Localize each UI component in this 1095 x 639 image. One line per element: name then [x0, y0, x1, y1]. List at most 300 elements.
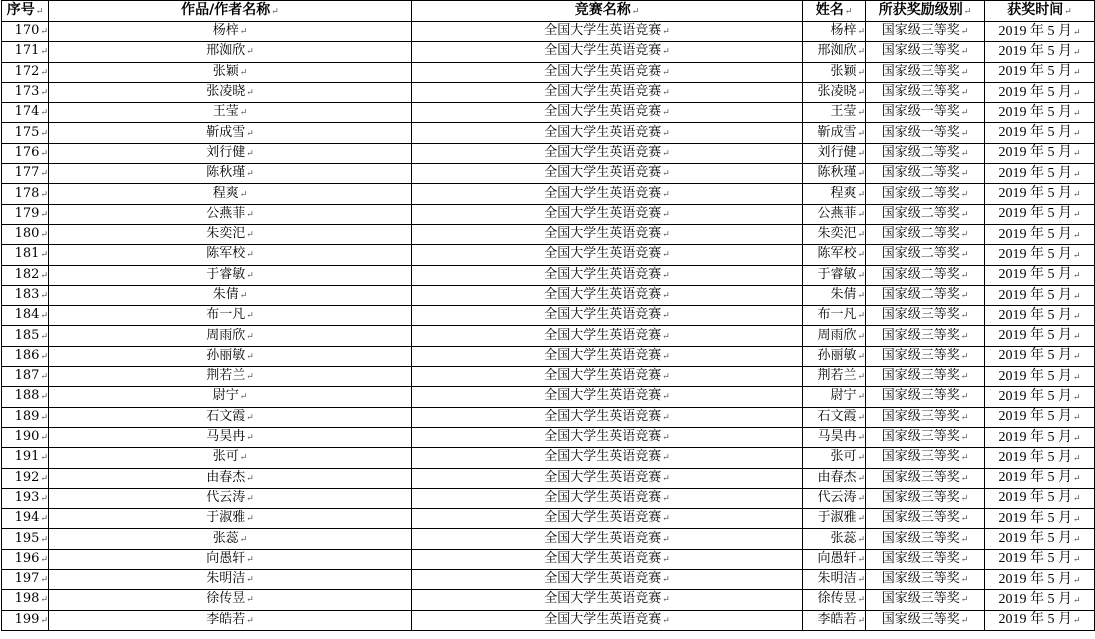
cell-name-text: 于淑雅: [817, 510, 857, 526]
cell-competition-text: 全国大学生英语竞赛: [544, 327, 662, 343]
cell-name: [803, 204, 866, 224]
cell-competition: [412, 468, 803, 488]
cell-name: [803, 570, 866, 590]
paragraph-mark-icon: ↵: [1072, 351, 1081, 362]
paragraph-mark-icon: ↵: [1072, 229, 1081, 240]
cell-time-text: 2019 年 5 月: [998, 43, 1072, 59]
paragraph-mark-icon: ↵: [239, 108, 248, 119]
paragraph-mark-icon: ↵: [662, 47, 670, 58]
cell-work: [49, 245, 412, 265]
paragraph-mark-icon: ↵: [960, 595, 969, 606]
cell-level-text: 国家级三等奖: [881, 571, 960, 587]
cell-time: [985, 387, 1095, 407]
cell-level: [866, 346, 985, 366]
cell-level-text: 国家级三等奖: [881, 408, 960, 424]
cell-name-text: 王莹: [830, 104, 857, 120]
cell-competition: [412, 367, 803, 387]
cell-seq-text: 171: [14, 43, 40, 59]
cell-name: [803, 529, 866, 549]
paragraph-mark-icon: ↵: [40, 433, 48, 444]
table-row: [2, 123, 1095, 143]
cell-seq: [2, 265, 49, 285]
cell-time-text: 2019 年 5 月: [998, 591, 1072, 607]
table-row: [2, 204, 1095, 224]
cell-time: [985, 427, 1095, 447]
cell-time: [985, 42, 1095, 62]
cell-work: [49, 590, 412, 610]
paragraph-mark-icon: ↵: [844, 7, 853, 17]
table-row: [2, 42, 1095, 62]
cell-competition-text: 全国大学生英语竞赛: [544, 165, 662, 181]
cell-level: [866, 427, 985, 447]
cell-competition: [412, 22, 803, 42]
paragraph-mark-icon: ↵: [857, 433, 865, 444]
paragraph-mark-icon: ↵: [662, 209, 670, 220]
paragraph-mark-icon: ↵: [960, 554, 969, 565]
paragraph-mark-icon: ↵: [239, 392, 248, 403]
paragraph-mark-icon: ↵: [857, 108, 865, 119]
cell-seq: [2, 184, 49, 204]
paragraph-mark-icon: ↵: [1072, 189, 1081, 200]
cell-seq: [2, 590, 49, 610]
paragraph-mark-icon: ↵: [662, 189, 670, 200]
cell-level: [866, 488, 985, 508]
cell-competition: [412, 509, 803, 529]
cell-work: [49, 610, 412, 630]
paragraph-mark-icon: ↵: [857, 534, 865, 545]
cell-time: [985, 306, 1095, 326]
cell-name-text: 布一凡: [817, 307, 857, 323]
cell-time: [985, 245, 1095, 265]
cell-level: [866, 82, 985, 102]
cell-seq: [2, 427, 49, 447]
cell-seq: [2, 123, 49, 143]
paragraph-mark-icon: ↵: [960, 88, 969, 99]
cell-competition-text: 全国大学生英语竞赛: [544, 185, 662, 201]
paragraph-mark-icon: ↵: [631, 7, 640, 17]
cell-competition: [412, 306, 803, 326]
cell-seq: [2, 387, 49, 407]
paragraph-mark-icon: ↵: [246, 575, 254, 586]
cell-level-text: 国家级二等奖: [881, 226, 960, 242]
cell-time-text: 2019 年 5 月: [998, 510, 1072, 526]
cell-time-text: 2019 年 5 月: [998, 145, 1072, 161]
cell-level-text: 国家级三等奖: [881, 368, 960, 384]
cell-competition: [412, 610, 803, 630]
paragraph-mark-icon: ↵: [960, 67, 969, 78]
cell-time-text: 2019 年 5 月: [998, 470, 1072, 486]
cell-work: [49, 143, 412, 163]
paragraph-mark-icon: ↵: [40, 250, 48, 261]
cell-seq-text: 187: [14, 368, 40, 384]
cell-work-text: 王莹: [212, 104, 239, 120]
paragraph-mark-icon: ↵: [662, 493, 670, 504]
cell-seq-text: 172: [14, 63, 40, 79]
cell-competition-text: 全国大学生英语竞赛: [544, 469, 662, 485]
paragraph-mark-icon: ↵: [662, 291, 670, 301]
cell-work: [49, 346, 412, 366]
paragraph-mark-icon: ↵: [1072, 310, 1081, 321]
paragraph-mark-icon: ↵: [1072, 290, 1081, 301]
paragraph-mark-icon: ↵: [1072, 452, 1081, 463]
cell-name-text: 荆若兰: [817, 368, 857, 384]
paragraph-mark-icon: ↵: [857, 554, 865, 565]
cell-level-text: 国家级二等奖: [881, 185, 960, 201]
paragraph-mark-icon: ↵: [246, 270, 254, 281]
paragraph-mark-icon: ↵: [40, 209, 48, 220]
cell-time-text: 2019 年 5 月: [998, 104, 1072, 120]
cell-seq-text: 185: [14, 327, 40, 343]
cell-level-text: 国家级三等奖: [881, 469, 960, 485]
paragraph-mark-icon: ↵: [662, 88, 670, 99]
cell-name: [803, 387, 866, 407]
cell-seq-text: 180: [14, 226, 40, 242]
cell-competition-text: 全国大学生英语竞赛: [544, 530, 662, 546]
cell-level: [866, 103, 985, 123]
cell-competition: [412, 224, 803, 244]
cell-level: [866, 549, 985, 569]
paragraph-mark-icon: ↵: [960, 47, 969, 58]
cell-time-text: 2019 年 5 月: [998, 125, 1072, 141]
cell-competition: [412, 245, 803, 265]
cell-time: [985, 509, 1095, 529]
paragraph-mark-icon: ↵: [40, 331, 48, 342]
paragraph-mark-icon: ↵: [40, 372, 48, 383]
paragraph-mark-icon: ↵: [857, 372, 865, 383]
paragraph-mark-icon: ↵: [1072, 128, 1081, 139]
cell-time: [985, 265, 1095, 285]
cell-seq-text: 199: [14, 611, 40, 627]
cell-level-text: 国家级三等奖: [881, 327, 960, 343]
cell-name: [803, 164, 866, 184]
paragraph-mark-icon: ↵: [960, 27, 969, 38]
cell-name-text: 石文霞: [817, 408, 857, 424]
paragraph-mark-icon: ↵: [246, 615, 254, 626]
paragraph-mark-icon: ↵: [1072, 331, 1081, 342]
cell-work: [49, 62, 412, 82]
paragraph-mark-icon: ↵: [1072, 493, 1081, 504]
table-row: [2, 184, 1095, 204]
paragraph-mark-icon: ↵: [1072, 574, 1081, 585]
table-row: [2, 427, 1095, 447]
cell-seq: [2, 285, 49, 305]
header-seq: [2, 1, 49, 22]
cell-level-text: 国家级二等奖: [881, 205, 960, 221]
cell-work: [49, 367, 412, 387]
cell-competition-text: 全国大学生英语竞赛: [544, 489, 662, 505]
cell-competition: [412, 407, 803, 427]
cell-name-text: 程爽: [830, 185, 857, 201]
cell-competition: [412, 184, 803, 204]
cell-competition: [412, 488, 803, 508]
cell-level: [866, 610, 985, 630]
cell-time-text: 2019 年 5 月: [998, 307, 1072, 323]
cell-name: [803, 245, 866, 265]
paragraph-mark-icon: ↵: [662, 331, 670, 342]
cell-work: [49, 570, 412, 590]
cell-level: [866, 509, 985, 529]
cell-work-text: 张颖: [212, 63, 239, 79]
cell-work: [49, 123, 412, 143]
paragraph-mark-icon: ↵: [662, 148, 670, 159]
table-row: [2, 82, 1095, 102]
paragraph-mark-icon: ↵: [960, 493, 969, 504]
cell-work: [49, 448, 412, 468]
cell-name-text: 由春杰: [817, 469, 857, 485]
cell-level: [866, 326, 985, 346]
paragraph-mark-icon: ↵: [40, 473, 48, 484]
cell-competition-text: 全国大学生英语竞赛: [544, 307, 662, 323]
cell-seq: [2, 448, 49, 468]
cell-name-text: 孙丽敏: [817, 347, 857, 363]
cell-level: [866, 367, 985, 387]
paragraph-mark-icon: ↵: [662, 433, 670, 444]
paragraph-mark-icon: ↵: [960, 230, 969, 241]
cell-seq-text: 178: [14, 185, 40, 201]
paragraph-mark-icon: ↵: [40, 169, 48, 180]
cell-level: [866, 123, 985, 143]
paragraph-mark-icon: ↵: [662, 169, 670, 180]
cell-competition: [412, 42, 803, 62]
cell-work: [49, 326, 412, 346]
paragraph-mark-icon: ↵: [1072, 615, 1081, 626]
cell-work-text: 靳成雪: [206, 124, 246, 140]
cell-seq-text: 195: [14, 530, 40, 546]
cell-name: [803, 509, 866, 529]
paragraph-mark-icon: ↵: [662, 27, 670, 38]
table-row: [2, 224, 1095, 244]
paragraph-mark-icon: ↵: [246, 331, 254, 342]
table-header: [2, 1, 1095, 22]
cell-name: [803, 610, 866, 630]
cell-time: [985, 22, 1095, 42]
paragraph-mark-icon: ↵: [857, 351, 865, 362]
cell-competition-text: 全国大学生英语竞赛: [544, 226, 662, 242]
paragraph-mark-icon: ↵: [271, 7, 279, 17]
cell-level-text: 国家级三等奖: [881, 84, 960, 100]
cell-name-text: 邢洳欣: [817, 43, 857, 59]
cell-time: [985, 62, 1095, 82]
cell-competition: [412, 265, 803, 285]
cell-work: [49, 427, 412, 447]
cell-name: [803, 123, 866, 143]
paragraph-mark-icon: ↵: [246, 514, 254, 525]
paragraph-mark-icon: ↵: [662, 311, 670, 322]
paragraph-mark-icon: ↵: [40, 189, 48, 200]
paragraph-mark-icon: ↵: [960, 311, 969, 322]
paragraph-mark-icon: ↵: [246, 88, 254, 99]
paragraph-mark-icon: ↵: [1072, 513, 1081, 524]
cell-competition: [412, 143, 803, 163]
cell-seq-text: 198: [14, 591, 40, 607]
cell-name: [803, 549, 866, 569]
header-name-text: 姓名: [815, 2, 844, 18]
table-row: [2, 285, 1095, 305]
cell-time-text: 2019 年 5 月: [998, 64, 1072, 80]
paragraph-mark-icon: ↵: [40, 108, 48, 119]
cell-time-text: 2019 年 5 月: [998, 246, 1072, 262]
cell-work-text: 朱奕汜: [206, 226, 246, 242]
cell-time: [985, 103, 1095, 123]
cell-level-text: 国家级三等奖: [881, 591, 960, 607]
cell-time-text: 2019 年 5 月: [998, 551, 1072, 567]
cell-name: [803, 590, 866, 610]
paragraph-mark-icon: ↵: [662, 230, 670, 241]
cell-seq-text: 194: [14, 510, 40, 526]
cell-seq-text: 197: [14, 571, 40, 587]
cell-time-text: 2019 年 5 月: [998, 84, 1072, 100]
cell-time: [985, 570, 1095, 590]
cell-name-text: 向愚轩: [817, 550, 857, 566]
cell-competition-text: 全国大学生英语竞赛: [544, 408, 662, 424]
paragraph-mark-icon: ↵: [246, 473, 254, 484]
paragraph-mark-icon: ↵: [960, 128, 969, 139]
paragraph-mark-icon: ↵: [857, 575, 865, 586]
cell-competition: [412, 570, 803, 590]
cell-competition-text: 全国大学生英语竞赛: [544, 144, 662, 160]
cell-name: [803, 42, 866, 62]
cell-competition: [412, 549, 803, 569]
cell-time-text: 2019 年 5 月: [998, 409, 1072, 425]
cell-work-text: 张蕊: [212, 530, 239, 546]
cell-seq-text: 177: [14, 165, 40, 181]
cell-level-text: 国家级二等奖: [881, 165, 960, 181]
paragraph-mark-icon: ↵: [857, 189, 865, 200]
paragraph-mark-icon: ↵: [960, 615, 969, 626]
cell-level-text: 国家级二等奖: [881, 287, 960, 302]
cell-time: [985, 224, 1095, 244]
paragraph-mark-icon: ↵: [239, 27, 248, 38]
cell-time-text: 2019 年 5 月: [998, 368, 1072, 384]
paragraph-mark-icon: ↵: [960, 209, 969, 220]
cell-name: [803, 265, 866, 285]
table-row: [2, 22, 1095, 42]
cell-time-text: 2019 年 5 月: [998, 449, 1072, 465]
cell-level-text: 国家级二等奖: [881, 266, 960, 282]
paragraph-mark-icon: ↵: [246, 554, 254, 565]
cell-work: [49, 407, 412, 427]
cell-level-text: 国家级一等奖: [881, 104, 960, 120]
paragraph-mark-icon: ↵: [246, 230, 254, 241]
paragraph-mark-icon: ↵: [960, 250, 969, 261]
header-time-text: 获奖时间: [1007, 2, 1064, 18]
cell-seq: [2, 509, 49, 529]
cell-competition-text: 全国大学生英语竞赛: [544, 63, 662, 79]
cell-time-text: 2019 年 5 月: [998, 429, 1072, 445]
cell-seq-text: 174: [14, 104, 40, 120]
cell-work-text: 荆若兰: [206, 368, 246, 384]
paragraph-mark-icon: ↵: [246, 209, 254, 220]
cell-time-text: 2019 年 5 月: [998, 571, 1072, 587]
cell-name: [803, 468, 866, 488]
paragraph-mark-icon: ↵: [246, 372, 254, 383]
cell-work: [49, 22, 412, 42]
cell-seq: [2, 204, 49, 224]
paragraph-mark-icon: ↵: [1072, 270, 1081, 281]
cell-time: [985, 184, 1095, 204]
cell-competition-text: 全国大学生英语竞赛: [544, 84, 662, 100]
paragraph-mark-icon: ↵: [963, 7, 972, 17]
cell-work-text: 刘行健: [206, 144, 246, 160]
paragraph-mark-icon: ↵: [662, 514, 670, 525]
paragraph-mark-icon: ↵: [857, 270, 865, 281]
table-row: [2, 549, 1095, 569]
cell-competition-text: 全国大学生英语竞赛: [544, 205, 662, 221]
paragraph-mark-icon: ↵: [40, 351, 48, 362]
paragraph-mark-icon: ↵: [662, 534, 670, 545]
cell-competition: [412, 62, 803, 82]
paragraph-mark-icon: ↵: [960, 351, 969, 362]
paragraph-mark-icon: ↵: [662, 128, 670, 139]
cell-time: [985, 529, 1095, 549]
cell-competition-text: 全国大学生英语竞赛: [544, 550, 662, 566]
cell-seq: [2, 468, 49, 488]
paragraph-mark-icon: ↵: [857, 453, 865, 464]
cell-name: [803, 82, 866, 102]
paragraph-mark-icon: ↵: [40, 575, 48, 586]
cell-seq: [2, 42, 49, 62]
paragraph-mark-icon: ↵: [960, 392, 969, 403]
cell-seq: [2, 326, 49, 346]
cell-work-text: 布一凡: [206, 307, 246, 323]
paragraph-mark-icon: ↵: [662, 270, 670, 281]
cell-time-text: 2019 年 5 月: [998, 186, 1072, 202]
cell-name-text: 张凌晓: [817, 84, 857, 100]
paragraph-mark-icon: ↵: [857, 128, 865, 139]
paragraph-mark-icon: ↵: [40, 514, 48, 525]
cell-work-text: 代云涛: [206, 489, 246, 505]
paragraph-mark-icon: ↵: [246, 351, 254, 362]
cell-name: [803, 448, 866, 468]
paragraph-mark-icon: ↵: [857, 250, 865, 261]
paragraph-mark-icon: ↵: [857, 47, 865, 58]
cell-seq-text: 181: [14, 246, 40, 262]
paragraph-mark-icon: ↵: [857, 88, 865, 99]
paragraph-mark-icon: ↵: [40, 493, 48, 504]
paragraph-mark-icon: ↵: [40, 291, 48, 301]
cell-name-text: 朱倩: [830, 287, 857, 302]
cell-name-text: 朱奕汜: [817, 226, 857, 242]
paragraph-mark-icon: ↵: [246, 595, 254, 606]
header-level-text: 所获奖励级别: [878, 2, 963, 18]
cell-work-text: 石文霞: [206, 408, 246, 424]
cell-time-text: 2019 年 5 月: [998, 612, 1072, 628]
cell-name-text: 刘行健: [817, 144, 857, 160]
cell-time: [985, 326, 1095, 346]
cell-level-text: 国家级三等奖: [881, 550, 960, 566]
cell-level-text: 国家级三等奖: [881, 429, 960, 445]
cell-work: [49, 529, 412, 549]
paragraph-mark-icon: ↵: [246, 433, 254, 444]
paragraph-mark-icon: ↵: [662, 453, 670, 464]
paragraph-mark-icon: ↵: [960, 270, 969, 281]
cell-level: [866, 570, 985, 590]
cell-time-text: 2019 年 5 月: [998, 226, 1072, 242]
paragraph-mark-icon: ↵: [857, 311, 865, 322]
cell-time: [985, 285, 1095, 305]
paragraph-mark-icon: ↵: [960, 433, 969, 444]
cell-time-text: 2019 年 5 月: [998, 23, 1072, 39]
cell-time: [985, 367, 1095, 387]
cell-level: [866, 224, 985, 244]
cell-work: [49, 285, 412, 305]
header-work: [49, 1, 412, 22]
cell-work-text: 朱倩: [212, 287, 239, 302]
cell-competition: [412, 529, 803, 549]
cell-work-text: 陈军校: [206, 246, 246, 262]
paragraph-mark-icon: ↵: [960, 575, 969, 586]
cell-time-text: 2019 年 5 月: [998, 267, 1072, 283]
